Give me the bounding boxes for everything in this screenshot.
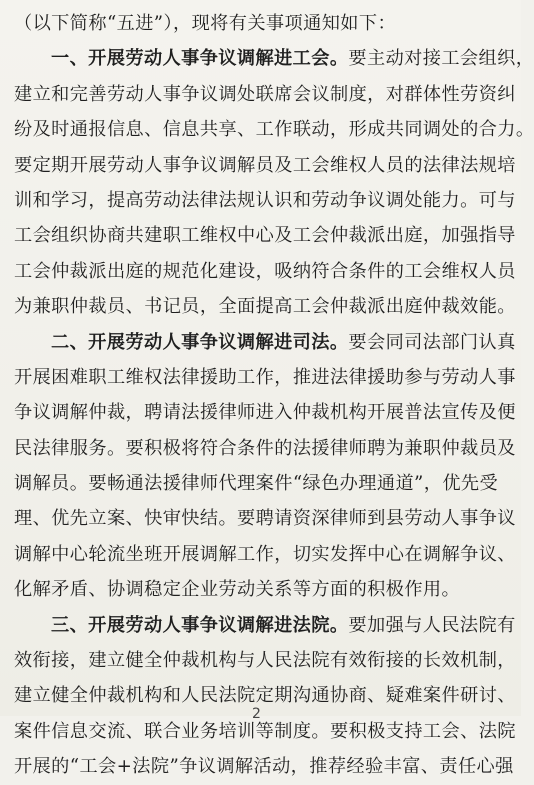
intro-line: （以下简称“五进”），现将有关事项通知如下： [14, 13, 397, 34]
section-2-line-1: 开展困难职工维权法律援助工作，推进法律援助参与劳动人事 [14, 366, 516, 388]
page-number: 2 [252, 706, 261, 722]
section-3-line-1: 效衔接，建立健全仲裁机构与人民法院有效衔接的长效机制， [14, 650, 516, 672]
section-3-heading: 三、开展劳动人事争议调解进法院。 [51, 614, 349, 636]
section-3-line-3: 案件信息交流、联合业务培训等制度。要积极支持工会、法院 [14, 720, 516, 742]
section-1-first-line [14, 41, 534, 76]
section-2-line-3: 民法律服务。要积极将符合条件的法援律师聘为兼职仲裁员及 [14, 437, 516, 459]
section-2-line-5: 理、优先立案、快审快结。要聘请资深律师到县劳动人事争议 [14, 508, 516, 530]
section-2-line-0: 要会同司法部门认真 [348, 331, 516, 353]
section-3-line-0: 要加强与人民法院有 [348, 614, 516, 636]
section-2-line-4: 调解员。要畅通法援律师代理案件“绿色办理通道”，优先受 [14, 473, 499, 495]
section-1-line-1: 建立和完善劳动人事争议调处联席会议制度，对群体性劳资纠 [14, 83, 516, 105]
section-1-line-6: 工会仲裁派出庭的规范化建设，吸纳符合条件的工会维权人员 [14, 260, 516, 282]
section-3-line-2: 建立健全仲裁机构和人民法院定期沟通协商、疑难案件研讨、 [14, 685, 516, 707]
section-2-heading: 二、开展劳动人事争议调解进司法。 [51, 331, 349, 353]
section-1-line-2: 纷及时通报信息、信息共享、工作联动，形成共同调处的合力。 [14, 119, 534, 141]
section-2-first-line [14, 325, 516, 360]
section-1-heading: 一、开展劳动人事争议调解进工会。 [51, 48, 349, 70]
section-1-line-0: 要主动对接工会组织， [348, 48, 534, 70]
section-1-line-4: 训和学习，提高劳动法律法规认识和劳动争议调处能力。可与 [14, 189, 516, 211]
section-2-line-7: 化解矛盾、协调稳定企业劳动关系等方面的积极作用。 [14, 579, 461, 601]
section-2-line-2: 争议调解仲裁，聘请法援律师进入仲裁机构开展普法宣传及便 [14, 402, 516, 424]
section-2-line-6: 调解中心轮流坐班开展调解工作，切实发挥中心在调解争议、 [14, 543, 516, 565]
section-1-line-3: 要定期开展劳动人事争议调解员及工会维权人员的法律法规培 [14, 154, 516, 176]
section-3-first-line [14, 608, 516, 643]
section-1-line-5: 工会组织协商共建职工维权中心及工会仲裁派出庭，加强指导 [14, 225, 516, 247]
section-3-line-4: 开展的“工会+法院”争议调解活动，推荐经验丰富、责任心强 [14, 756, 514, 778]
section-1-line-7: 为兼职仲裁员、书记员，全面提高工会仲裁派出庭仲裁效能。 [14, 296, 516, 318]
